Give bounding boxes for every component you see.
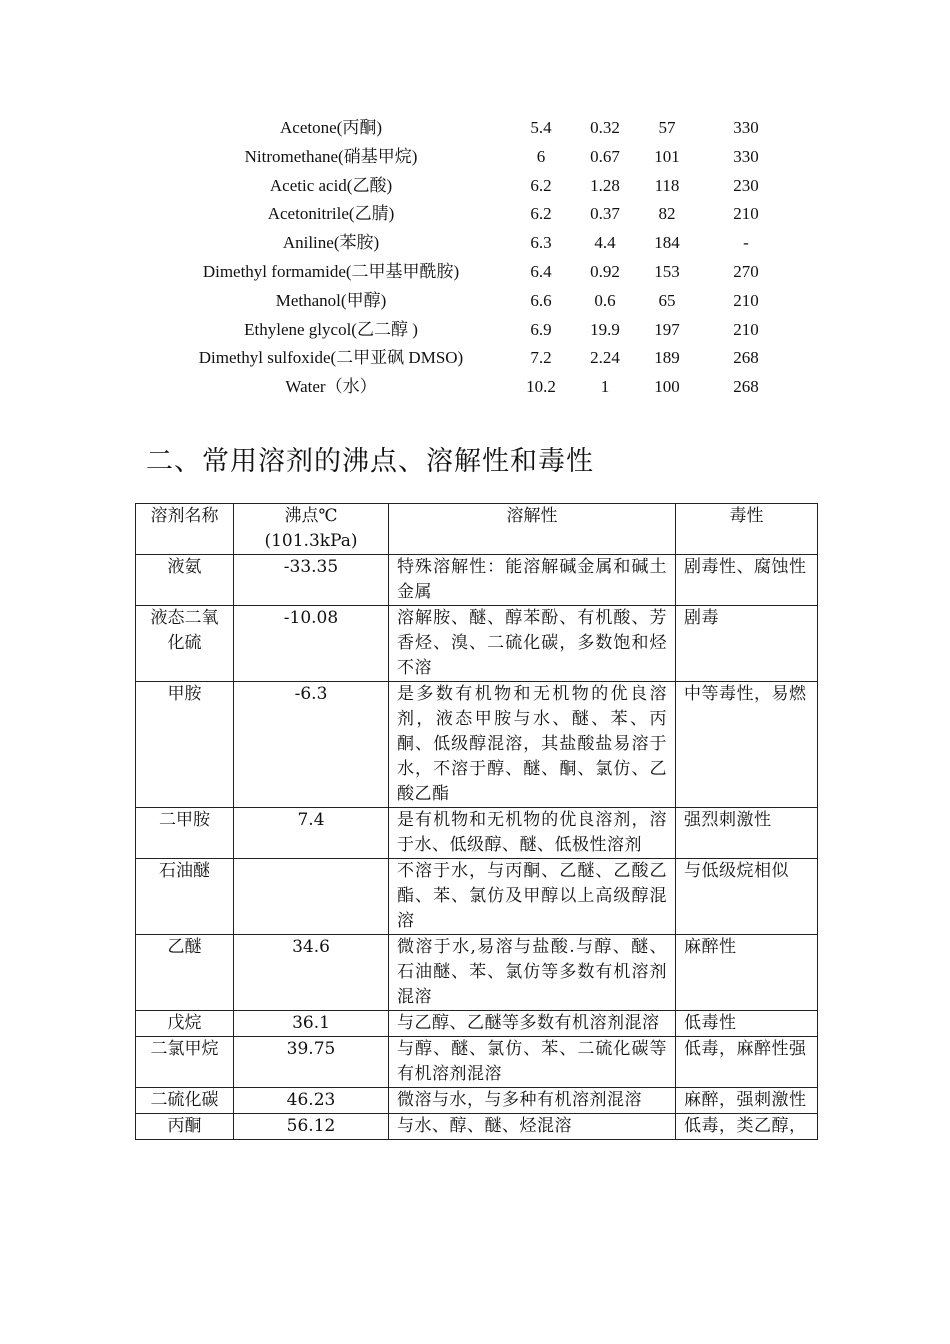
value-cell: 6.2 [530, 204, 552, 224]
cell-name: 甲胺 [136, 682, 234, 808]
cell-bp: 34.6 [234, 935, 389, 1011]
polarity-row [0, 344, 950, 373]
solvent-name: Water（水） [285, 377, 377, 397]
value-cell: 1 [600, 377, 610, 397]
value-cell: 6.3 [530, 233, 552, 253]
cell-name: 戊烷 [136, 1011, 234, 1037]
cell-solubility: 微溶于水,易溶与盐酸.与醇、醚、石油醚、苯、氯仿等多数有机溶剂混溶 [389, 935, 676, 1011]
value-cell: 270 [733, 261, 759, 281]
cell-bp: -33.35 [234, 555, 389, 606]
solvent-name: Acetone(丙酮) [280, 118, 382, 137]
cell-toxicity: 低毒，麻醉性强 [676, 1037, 818, 1088]
polarity-row [0, 373, 950, 402]
cell-solubility: 不溶于水，与丙酮、乙醚、乙酸乙酯、苯、氯仿及甲醇以上高级醇混溶 [389, 859, 676, 935]
table-row [136, 859, 818, 935]
value-cell: 6.4 [530, 261, 552, 281]
value-cell: 101 [654, 146, 680, 166]
cell-bp: -6.3 [234, 682, 389, 808]
header-name-text: 溶剂名称 [150, 506, 219, 526]
table-row [136, 1037, 818, 1088]
value-cell: 2.24 [590, 348, 620, 368]
cell-bp: 7.4 [234, 808, 389, 859]
cell-toxicity: 强烈刺激性 [676, 808, 818, 859]
table-row [136, 1011, 818, 1037]
cell-toxicity: 低毒性 [676, 1011, 818, 1037]
value-cell: 330 [733, 146, 759, 166]
cell-toxicity: 与低级烷相似 [676, 859, 818, 935]
polarity-row [0, 258, 950, 287]
cell-toxicity: 中等毒性，易燃 [676, 682, 818, 808]
cell-name: 石油醚 [136, 859, 234, 935]
cell-bp [234, 859, 389, 935]
header-bp-line1: 沸点℃ [284, 506, 338, 526]
table-row [136, 1088, 818, 1114]
solvent-name: Acetonitrile(乙腈) [267, 204, 395, 224]
cell-name: 二甲胺 [136, 808, 234, 859]
value-cell: 6.6 [530, 290, 552, 310]
header-bp-line2: (101.3kPa) [264, 531, 358, 551]
value-cell: 19.9 [590, 319, 620, 339]
cell-bp: 46.23 [234, 1088, 389, 1114]
header-toxicity [676, 504, 818, 555]
cell-solubility: 与乙醇、乙醚等多数有机溶剂混溶 [389, 1011, 676, 1037]
solvent-polarity-list [0, 114, 950, 402]
value-cell: 197 [654, 319, 680, 339]
cell-name: 二硫化碳 [136, 1088, 234, 1114]
cell-name: 乙醚 [136, 935, 234, 1011]
value-cell: 6.9 [530, 319, 552, 339]
cell-toxicity: 麻醉性 [676, 935, 818, 1011]
polarity-row [0, 200, 950, 229]
value-cell: 1.28 [590, 175, 620, 195]
value-cell: 0.32 [590, 118, 620, 137]
solvent-name: Dimethyl formamide(二甲基甲酰胺) [202, 261, 460, 281]
value-cell: 153 [654, 261, 680, 281]
cell-bp: 36.1 [234, 1011, 389, 1037]
value-cell: 57 [658, 118, 676, 137]
value-cell: 100 [654, 377, 680, 397]
cell-name: 液态二氧化硫 [136, 606, 234, 682]
table-row [136, 555, 818, 606]
value-cell: 65 [658, 290, 676, 310]
value-cell: 189 [654, 348, 680, 368]
solvent-name: Dimethyl sulfoxide(二甲亚砜 DMSO) [198, 348, 464, 368]
header-solubility [389, 504, 676, 555]
value-cell: 268 [733, 348, 759, 368]
value-cell: 230 [733, 175, 759, 195]
value-cell: 82 [658, 204, 676, 224]
table-row [136, 935, 818, 1011]
solvent-properties-table [135, 503, 818, 1140]
solvent-name: Acetic acid(乙酸) [269, 175, 393, 195]
cell-solubility: 是有机物和无机物的优良溶剂，溶于水、低级醇、醚、低极性溶剂 [389, 808, 676, 859]
cell-bp: 39.75 [234, 1037, 389, 1088]
polarity-row [0, 172, 950, 201]
header-boiling-point [234, 504, 389, 555]
value-cell: 118 [654, 175, 680, 195]
cell-solubility: 微溶与水，与多种有机溶剂混溶 [389, 1088, 676, 1114]
cell-bp: 56.12 [234, 1114, 389, 1140]
value-cell: 184 [654, 233, 680, 253]
value-cell: 0.37 [590, 204, 620, 224]
value-cell: 210 [733, 290, 759, 310]
polarity-row [0, 229, 950, 258]
value-cell: 0.6 [594, 290, 616, 310]
solvent-name: Ethylene glycol(乙二醇 ) [244, 319, 418, 339]
polarity-row [0, 287, 950, 316]
cell-toxicity: 剧毒 [676, 606, 818, 682]
value-cell: 6.2 [530, 175, 552, 195]
cell-solubility: 特殊溶解性：能溶解碱金属和碱土金属 [389, 555, 676, 606]
cell-toxicity: 麻醉，强刺激性 [676, 1088, 818, 1114]
header-toxicity-text: 毒性 [729, 506, 764, 526]
value-cell: 10.2 [526, 377, 556, 397]
value-cell: 0.92 [590, 261, 620, 281]
value-cell: - [743, 233, 749, 253]
value-cell: 330 [733, 118, 759, 137]
value-cell: 5.4 [530, 118, 552, 137]
table-row [136, 1114, 818, 1140]
header-name [136, 504, 234, 555]
cell-toxicity: 低毒，类乙醇， [676, 1114, 818, 1140]
cell-bp: -10.08 [234, 606, 389, 682]
table-row [136, 606, 818, 682]
value-cell: 6 [536, 146, 546, 166]
polarity-row [0, 143, 950, 172]
solvent-name: Nitromethane(硝基甲烷) [244, 146, 418, 166]
value-cell: 210 [733, 204, 759, 224]
polarity-row [0, 316, 950, 345]
value-cell: 7.2 [530, 348, 552, 368]
value-cell: 4.4 [594, 233, 616, 253]
section-heading: 二、常用溶剂的沸点、溶解性和毒性 [146, 446, 594, 477]
value-cell: 210 [733, 319, 759, 339]
cell-solubility: 是多数有机物和无机物的优良溶剂，液态甲胺与水、醚、苯、丙酮、低级醇混溶，其盐酸盐易溶于水，不溶于醇、醚、酮、氯仿、乙酸乙酯 [389, 682, 676, 808]
value-cell: 268 [733, 377, 759, 397]
solvent-name: Aniline(苯胺) [282, 233, 380, 253]
cell-name: 丙酮 [136, 1114, 234, 1140]
table-row [136, 682, 818, 808]
value-cell: 0.67 [590, 146, 620, 166]
solvent-name: Methanol(甲醇) [275, 290, 387, 310]
polarity-row [0, 114, 950, 143]
header-solubility-text: 溶解性 [506, 506, 558, 526]
cell-solubility: 与水、醇、醚、烃混溶 [389, 1114, 676, 1140]
table-header-row [136, 504, 818, 555]
cell-name: 二氯甲烷 [136, 1037, 234, 1088]
cell-name: 液氨 [136, 555, 234, 606]
cell-solubility: 与醇、醚、氯仿、苯、二硫化碳等有机溶剂混溶 [389, 1037, 676, 1088]
cell-toxicity: 剧毒性、腐蚀性 [676, 555, 818, 606]
table-row [136, 808, 818, 859]
cell-solubility: 溶解胺、醚、醇苯酚、有机酸、芳香烃、溴、二硫化碳，多数饱和烃不溶 [389, 606, 676, 682]
